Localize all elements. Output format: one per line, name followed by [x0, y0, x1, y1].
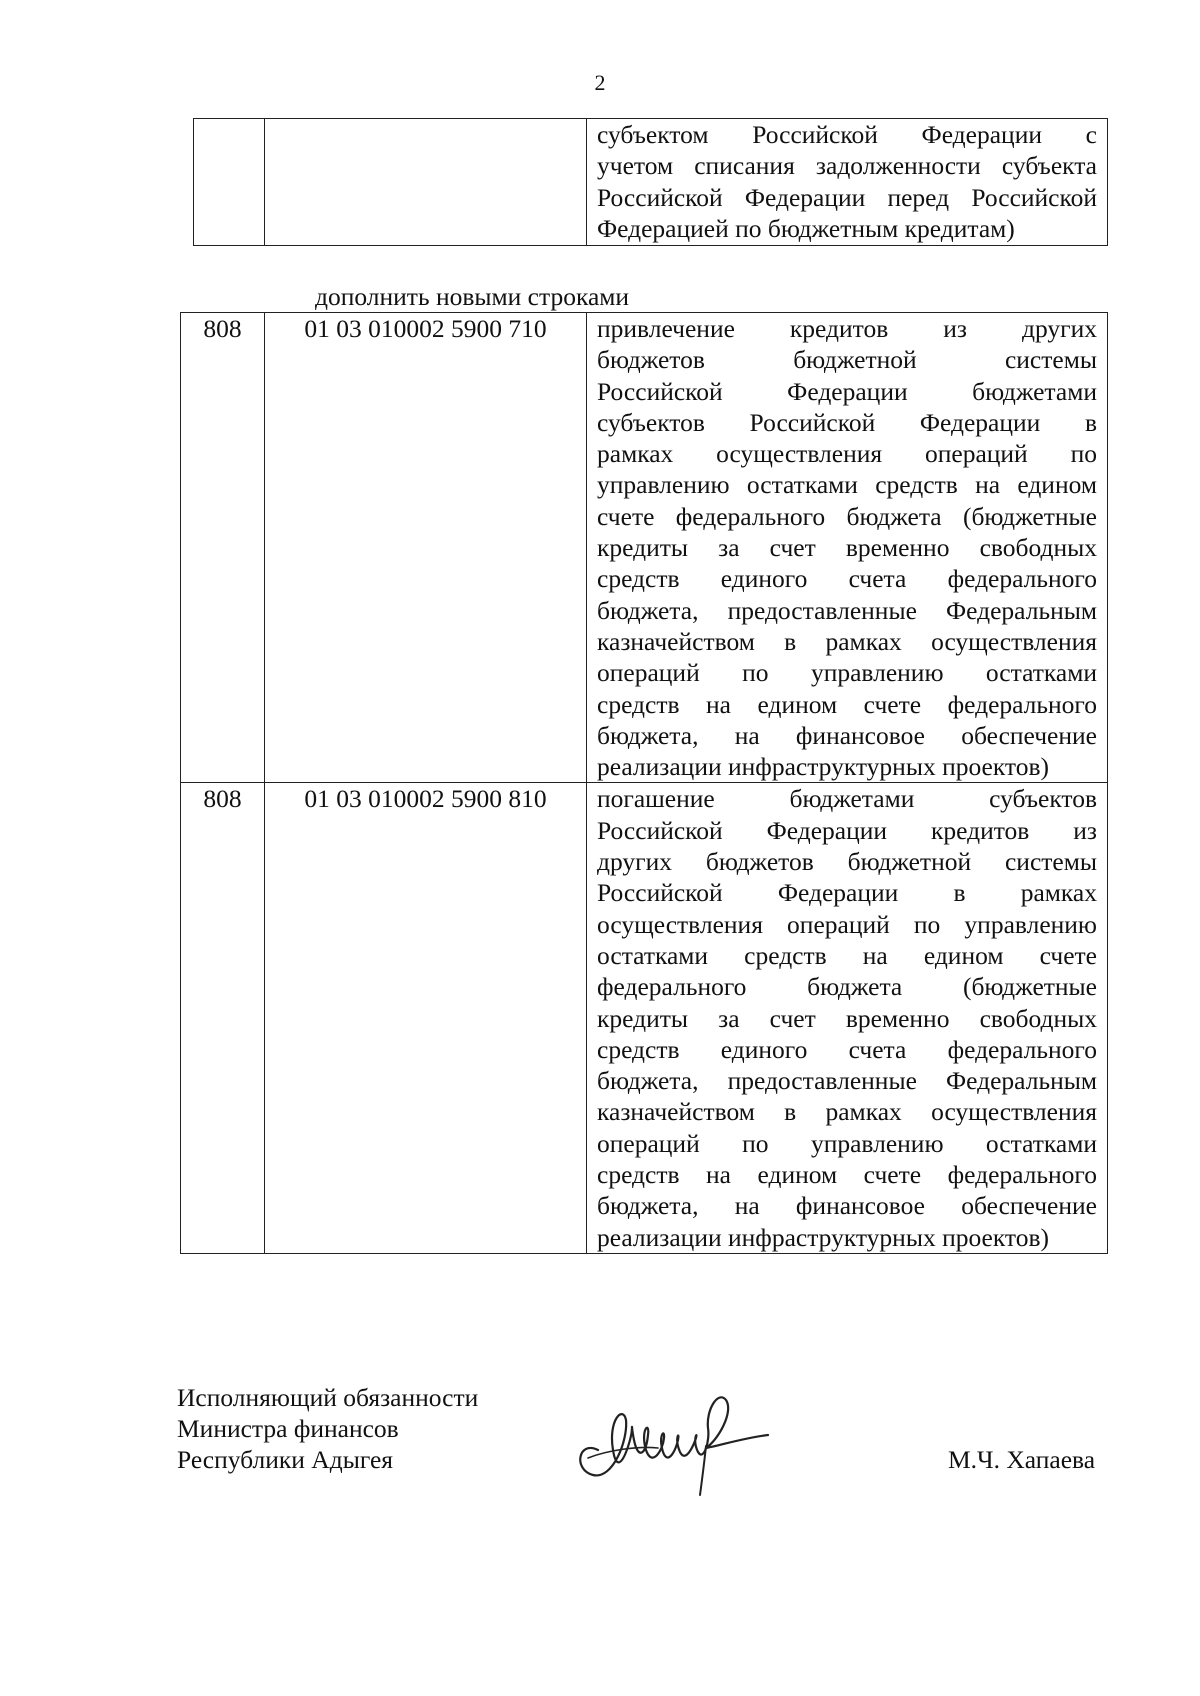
description-line: бюджетов бюджетной системы: [597, 345, 1097, 375]
description-line: Российской Федерации бюджетами: [597, 376, 1097, 406]
description-line: счете федерального бюджета (бюджетные: [597, 501, 1097, 531]
table-row: [194, 119, 1108, 246]
signatory-name: М.Ч. Хапаева: [948, 1445, 1096, 1474]
description-line: бюджета, на финансовое обеспечение: [597, 720, 1097, 750]
description-line: осуществления операций по управлению: [597, 909, 1097, 939]
description-line: казначейством в рамках осуществления: [597, 1097, 1097, 1127]
description-cell: [587, 119, 1108, 246]
description-line: средств на едином счете федерального: [597, 1160, 1097, 1190]
signatory-title-line: Исполняющий обязанности: [177, 1383, 479, 1412]
description-line: казначейством в рамках осуществления: [597, 626, 1097, 656]
source-code-cell: [265, 119, 587, 246]
description-line: привлечение кредитов из других: [597, 314, 1097, 343]
description-line: остатками средств на едином счете: [597, 940, 1097, 970]
signatory-title: [177, 1382, 478, 1475]
description-line: бюджета, предоставленные Федеральным: [597, 1066, 1097, 1096]
description-line: кредиты за счет временно свободных: [597, 533, 1097, 563]
table-row: [181, 783, 1108, 1253]
description-line: Российской Федерации перед Российской: [597, 182, 1097, 212]
description-line: рамках осуществления операций по: [597, 439, 1097, 469]
description-line: Российской Федерации в рамках: [597, 878, 1097, 908]
admin-code-cell: 808: [181, 783, 265, 1253]
description-line: Российской Федерации кредитов из: [597, 815, 1097, 845]
description-line: реализации инфраструктурных проектов): [597, 752, 1050, 782]
description-line: погашение бюджетами субъектов: [597, 784, 1097, 814]
description-line: других бюджетов бюджетной системы: [597, 847, 1097, 877]
continued-table: [193, 118, 1108, 246]
description-cell: [587, 783, 1108, 1253]
description-line: Федерацией по бюджетным кредитам): [597, 213, 1015, 243]
description-line: субъектов Российской Федерации в: [597, 407, 1097, 437]
description-line: кредиты за счет временно свободных: [597, 1003, 1097, 1033]
description-line: реализации инфраструктурных проектов): [597, 1222, 1050, 1252]
description-line: федерального бюджета (бюджетные: [597, 972, 1097, 1002]
admin-code-cell: 808: [181, 313, 265, 783]
new-rows-table: [180, 312, 1108, 1254]
description-line: операций по управлению остатками: [597, 658, 1097, 688]
description-cell: [587, 313, 1108, 783]
description-line: средств единого счета федерального: [597, 1034, 1097, 1064]
signatory-title-line: Министра финансов: [177, 1414, 399, 1443]
description-line: субъектом Российской Федерации с: [597, 120, 1097, 149]
amendment-note: дополнить новыми строками: [315, 282, 630, 311]
description-line: учетом списания задолженности субъекта: [597, 151, 1097, 181]
description-line: управлению остатками средств на едином: [597, 470, 1097, 500]
signatory-title-line: Республики Адыгея: [177, 1445, 393, 1474]
description-line: операций по управлению остатками: [597, 1128, 1097, 1158]
page-number: 2: [594, 70, 606, 95]
description-line: бюджета, предоставленные Федеральным: [597, 595, 1097, 625]
description-line: бюджета, на финансовое обеспечение: [597, 1191, 1097, 1221]
source-code-cell: 01 03 010002 5900 710: [265, 313, 587, 783]
handwritten-signature: [568, 1380, 788, 1500]
description-line: средств на едином счете федерального: [597, 689, 1097, 719]
source-code-cell: 01 03 010002 5900 810: [265, 783, 587, 1253]
table-row: [181, 313, 1108, 783]
admin-code-cell: [194, 119, 265, 246]
description-line: средств единого счета федерального: [597, 564, 1097, 594]
